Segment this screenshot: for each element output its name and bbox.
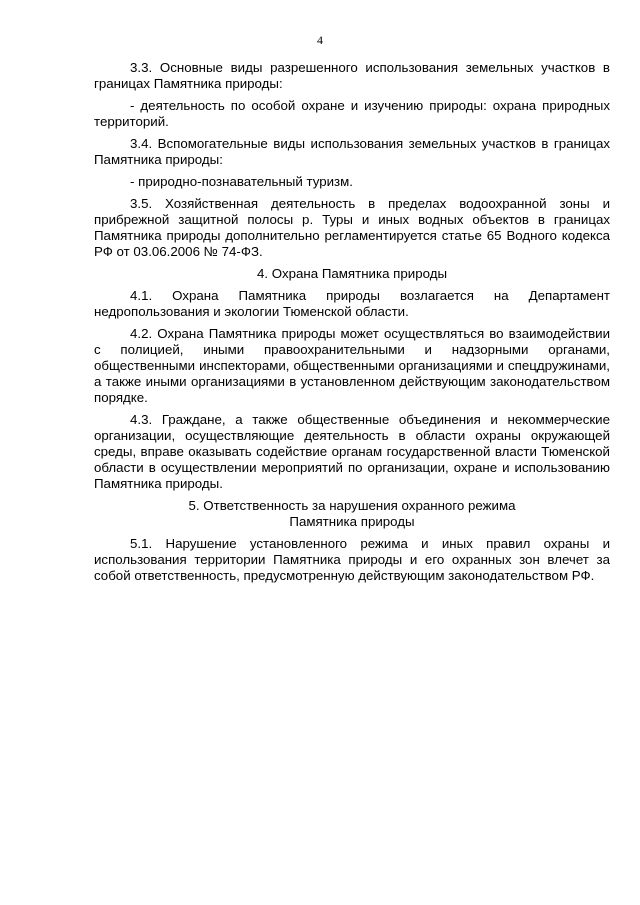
para-4-1: 4.1. Охрана Памятника природы возлагается на Департамент недропользования и экологии Тюменской области. <box>94 288 610 319</box>
para-5-1: 5.1. Нарушение установленного режима и иных правил охраны и использования территории Памятника природы и его охранных зон влечет за собой ответственность, предусмотренную действующим законодательством РФ. <box>94 536 610 583</box>
section-5-heading-line-2: Памятника природы <box>289 514 415 529</box>
section-5-heading-line-1: 5. Ответственность за нарушения охранного режима <box>188 498 516 513</box>
para-3-5: 3.5. Хозяйственная деятельность в пределах водоохранной зоны и прибрежной защитной полосы р. Туры и иных водных объектов в границах Памятника природы дополнительно регламентируется статье 65 Водного кодекса РФ от 03.06.2006 № 74-ФЗ. <box>94 196 610 259</box>
para-3-3-item: - деятельность по особой охране и изучению природы: охрана природных территорий. <box>94 98 610 129</box>
section-5-heading <box>94 498 610 530</box>
para-4-3: 4.3. Граждане, а также общественные объединения и некоммерческие организации, осуществляющие деятельность в области охраны окружающей среды, вправе оказывать содействие органам государственной власти Тюменской области в осуществлении мероприятий по организации, охране и использованию Памятника природы. <box>94 412 610 491</box>
para-3-4-item: - природно-познавательный туризм. <box>130 174 353 189</box>
para-3-4: 3.4. Вспомогательные виды использования земельных участков в границах Памятника природы: <box>94 136 610 167</box>
document-body <box>94 60 610 590</box>
para-4-2: 4.2. Охрана Памятника природы может осуществляться во взаимодействии с полицией, иными правоохранительными и надзорными органами, общественными инспекторами, общественными организациями и спецдружинами, а также иными организациями в установленном действующим законодательством порядке. <box>94 326 610 405</box>
para-3-3: 3.3. Основные виды разрешенного использования земельных участков в границах Памятника природы: <box>94 60 610 91</box>
section-4-heading: 4. Охрана Памятника природы <box>256 266 448 281</box>
page-number: 4 <box>317 33 323 47</box>
